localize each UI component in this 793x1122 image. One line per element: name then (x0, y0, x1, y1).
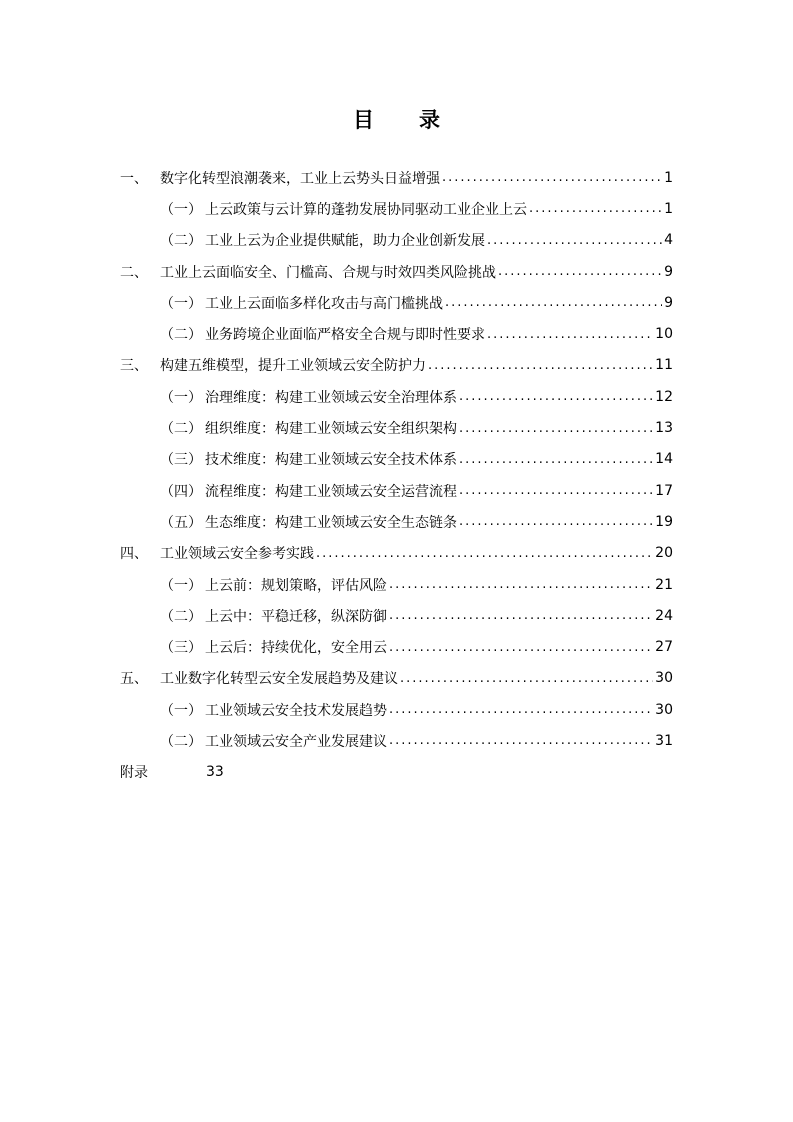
toc-page-number: 21 (655, 576, 673, 593)
toc-dot-leader (428, 358, 653, 373)
toc-dot-leader (459, 514, 653, 529)
toc-dot-leader (459, 421, 653, 436)
toc-page-number: 17 (655, 482, 673, 499)
toc-entry-number: （二） (160, 733, 202, 750)
toc-dot-leader (487, 327, 653, 342)
toc-entry-title: 上云后：持续优化，安全用云 (205, 640, 387, 657)
toc-page-number: 31 (655, 732, 673, 749)
toc-section-entry[interactable] (120, 506, 673, 537)
toc-dot-leader (459, 483, 653, 498)
toc-entry-number: （二） (160, 421, 202, 438)
toc-page-number: 19 (655, 513, 673, 530)
toc-section-entry[interactable] (120, 381, 673, 412)
toc-entry-title: 附录 (120, 765, 148, 782)
toc-section-entry[interactable] (120, 475, 673, 506)
toc-page-number: 4 (664, 232, 673, 249)
toc-entry-title: 工业领域云安全参考实践 (160, 546, 314, 563)
toc-dot-leader (389, 577, 653, 592)
toc-entry-title: 工业领域云安全产业发展建议 (205, 733, 387, 750)
toc-entry-number: 二、 (120, 264, 148, 281)
toc-entry-title: 组织维度：构建工业领域云安全组织架构 (205, 421, 457, 438)
toc-chapter-entry[interactable] (120, 538, 673, 569)
toc-entry-title: 数字化转型浪潮袭来，工业上云势头日益增强 (160, 170, 440, 187)
toc-section-entry[interactable] (120, 600, 673, 631)
toc-dot-leader (389, 608, 653, 623)
toc-page-number: 27 (655, 639, 673, 656)
toc-entry-title: 流程维度：构建工业领域云安全运营流程 (205, 483, 457, 500)
toc-entry-number: （四） (160, 483, 202, 500)
toc-entry-number: 三、 (120, 358, 148, 375)
toc-page-number: 20 (655, 545, 673, 562)
toc-appendix-entry[interactable] (120, 757, 673, 788)
toc-dot-leader (389, 733, 653, 748)
toc-entry-number: 一、 (120, 170, 148, 187)
toc-dot-leader (459, 452, 653, 467)
toc-entry-number: （二） (160, 233, 202, 250)
toc-page-number: 30 (655, 670, 673, 687)
toc-dot-leader (389, 640, 653, 655)
toc-chapter-entry[interactable] (120, 350, 673, 381)
toc-section-entry[interactable] (120, 631, 673, 662)
toc-entry-title: 工业领域云安全技术发展趋势 (205, 702, 387, 719)
toc-dot-leader (316, 546, 653, 561)
toc-chapter-entry[interactable] (120, 663, 673, 694)
toc-dot-leader (498, 264, 662, 279)
toc-entry-number: （二） (160, 327, 202, 344)
toc-page-number: 1 (664, 200, 673, 217)
toc-page-number: 24 (655, 607, 673, 624)
toc-entry-number: （一） (160, 702, 202, 719)
toc-entry-number: （一） (160, 295, 202, 312)
toc-page-number: 10 (655, 326, 673, 343)
toc-dot-leader (529, 201, 662, 216)
toc-chapter-entry[interactable] (120, 256, 673, 287)
toc-entry-title: 上云中：平稳迁移，纵深防御 (205, 608, 387, 625)
toc-entry-title: 工业上云为企业提供赋能，助力企业创新发展 (205, 233, 485, 250)
toc-entry-number: 四、 (120, 546, 148, 563)
toc-page-number: 12 (655, 388, 673, 405)
toc-dot-leader (445, 295, 662, 310)
toc-page-number: 9 (664, 294, 673, 311)
toc-chapter-entry[interactable] (120, 162, 673, 193)
toc-entry-title: 工业上云面临多样化攻击与高门槛挑战 (205, 295, 443, 312)
toc-dot-leader (487, 233, 662, 248)
toc-entry-title: 上云前：规划策略，评估风险 (205, 577, 387, 594)
toc-entry-title: 业务跨境企业面临严格安全合规与即时性要求 (205, 327, 485, 344)
toc-page-number: 14 (655, 451, 673, 468)
toc-entry-number: （五） (160, 514, 202, 531)
toc-section-entry[interactable] (120, 569, 673, 600)
toc-dot-leader (459, 389, 653, 404)
toc-entry-title: 上云政策与云计算的蓬勃发展协同驱动工业企业上云 (205, 201, 527, 218)
toc-entry-number: （一） (160, 577, 202, 594)
toc-entry-title: 工业上云面临安全、门槛高、合规与时效四类风险挑战 (160, 264, 496, 281)
toc-entry-number: （二） (160, 608, 202, 625)
toc-page-number: 1 (664, 169, 673, 186)
toc-entry-title: 技术维度：构建工业领域云安全技术体系 (205, 452, 457, 469)
toc-dot-leader (389, 702, 653, 717)
toc-page-number: 33 (206, 764, 224, 781)
toc-page-number: 13 (655, 420, 673, 437)
toc-page-number: 30 (655, 701, 673, 718)
toc-section-entry[interactable] (120, 193, 673, 224)
toc-dot-leader (442, 170, 662, 185)
toc-section-entry[interactable] (120, 694, 673, 725)
toc-entry-number: （三） (160, 452, 202, 469)
toc-section-entry[interactable] (120, 444, 673, 475)
toc-entry-number: （一） (160, 389, 202, 406)
toc-section-entry[interactable] (120, 287, 673, 318)
toc-dot-leader (400, 671, 653, 686)
page-title: 目 录 (353, 108, 452, 132)
toc-entry-title: 治理维度：构建工业领域云安全治理体系 (205, 389, 457, 406)
toc-entry-number: （一） (160, 201, 202, 218)
toc-page-number: 11 (655, 357, 673, 374)
toc-entry-title: 生态维度：构建工业领域云安全生态链条 (205, 514, 457, 531)
table-of-contents (120, 162, 673, 788)
toc-section-entry[interactable] (120, 412, 673, 443)
toc-entry-number: （三） (160, 640, 202, 657)
toc-section-entry[interactable] (120, 225, 673, 256)
toc-entry-title: 构建五维模型，提升工业领域云安全防护力 (160, 358, 426, 375)
toc-section-entry[interactable] (120, 725, 673, 756)
toc-entry-number: 五、 (120, 671, 148, 688)
toc-section-entry[interactable] (120, 318, 673, 349)
toc-page-number: 9 (664, 263, 673, 280)
toc-entry-title: 工业数字化转型云安全发展趋势及建议 (160, 671, 398, 688)
